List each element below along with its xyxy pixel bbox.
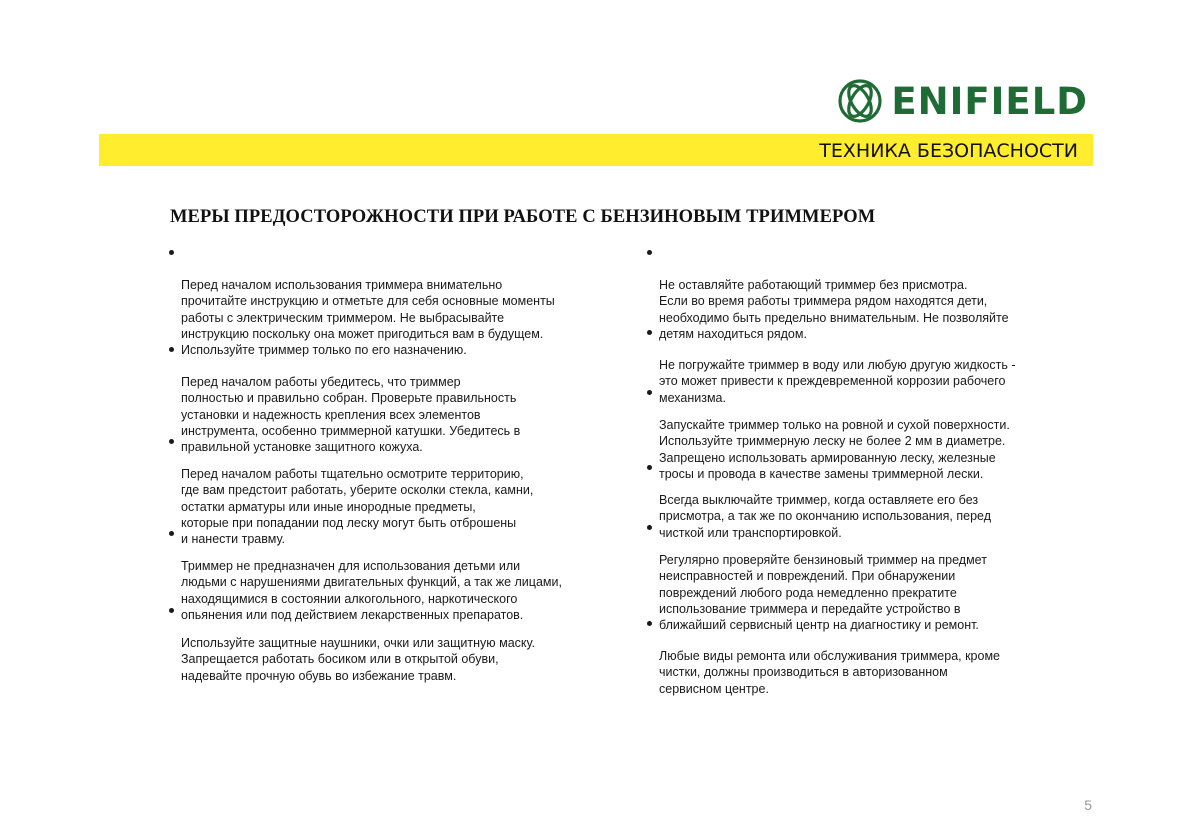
page-number: 5 — [1084, 797, 1092, 813]
bullet-icon — [169, 608, 174, 613]
list-item-text: Не оставляйте работающий триммер без присмотра. Если во время работы триммера рядом находятся дети, необходимо быть предельно внимательным. Не позволяйте детям находиться рядом. — [659, 277, 1009, 342]
brand-name: ENIFIELD — [891, 79, 1088, 123]
enifield-emblem-icon — [835, 78, 885, 124]
list-item — [644, 615, 1000, 697]
list-item-text: Любые виды ремонта или обслуживания триммера, кроме чистки, должны производиться в авторизованном сервисном центре. — [659, 648, 1001, 696]
list-item-text: Всегда выключайте триммер, когда оставляете его без присмотра, а так же по окончанию использования, перед чисткой или транспортировкой. — [659, 492, 992, 540]
list-item-text: Перед началом работы убедитесь, что триммер полностью и правильно собран. Проверьте правильность установки и надежность крепления всех элементов инструмента, особенно триммерной катушки. Убедитесь в правильной установке защитного кожуха. — [181, 374, 521, 455]
list-item-text: Регулярно проверяйте бензиновый триммер на предмет неисправностей и повреждений. При обнаружении повреждений любого рода немедленно прекратите использование триммера и передайте устройство в ближайший сервисный центр на диагностику и ремонт. — [659, 552, 987, 633]
bullet-icon — [647, 330, 652, 335]
bullet-icon — [169, 250, 174, 255]
list-item-text: Перед началом использования триммера внимательно прочитайте инструкцию и отметьте для себя основные моменты работы с электрическим триммером. Не выбрасывайте инструкцию поскольку она может пригодиться вам в будущем. Используйте триммер только по его назначению. — [181, 277, 555, 358]
bullet-icon — [647, 525, 652, 530]
banner-title: ТЕХНИКА БЕЗОПАСНОСТИ — [819, 140, 1078, 162]
list-item-text: Используйте защитные наушники, очки или защитную маску. Запрещается работать босиком или в открытой обуви, надевайте прочную обувь во избежание травм. — [181, 635, 535, 683]
bullet-icon — [169, 439, 174, 444]
bullet-icon — [647, 250, 652, 255]
bullet-icon — [169, 347, 174, 352]
page-heading: МЕРЫ ПРЕДОСТОРОЖНОСТИ ПРИ РАБОТЕ С БЕНЗИНОВЫМ ТРИММЕРОМ — [170, 207, 876, 227]
list-item — [166, 602, 535, 684]
brand-logo — [835, 78, 1088, 124]
list-item-text: Запускайте триммер только на ровной и сухой поверхности. Используйте триммерную леску не более 2 мм в диаметре. Запрещено использовать армированную леску, железные тросы и провода в качестве замены триммерной лески. — [659, 417, 1010, 482]
list-item-text: Не погружайте триммер в воду или любую другую жидкость - это может привести к преждевременной коррозии рабочего механизма. — [659, 357, 1016, 405]
bullet-icon — [169, 531, 174, 536]
list-item-text: Триммер не предназначен для использования детьми или людьми с нарушениями двигательных функций, а так же лицами, находящимися в состоянии алкогольного, наркотического опьянения или под действием лекарственных препаратов. — [181, 558, 562, 623]
bullet-icon — [647, 465, 652, 470]
bullet-icon — [647, 621, 652, 626]
bullet-icon — [647, 390, 652, 395]
section-banner — [99, 134, 1093, 166]
list-item-text: Перед началом работы тщательно осмотрите территорию, где вам предстоит работать, уберите осколки стекла, камни, остатки арматуры или иные инородные предметы, которые при попадании под леску могут быть отброшены и нанести травму. — [181, 466, 534, 547]
